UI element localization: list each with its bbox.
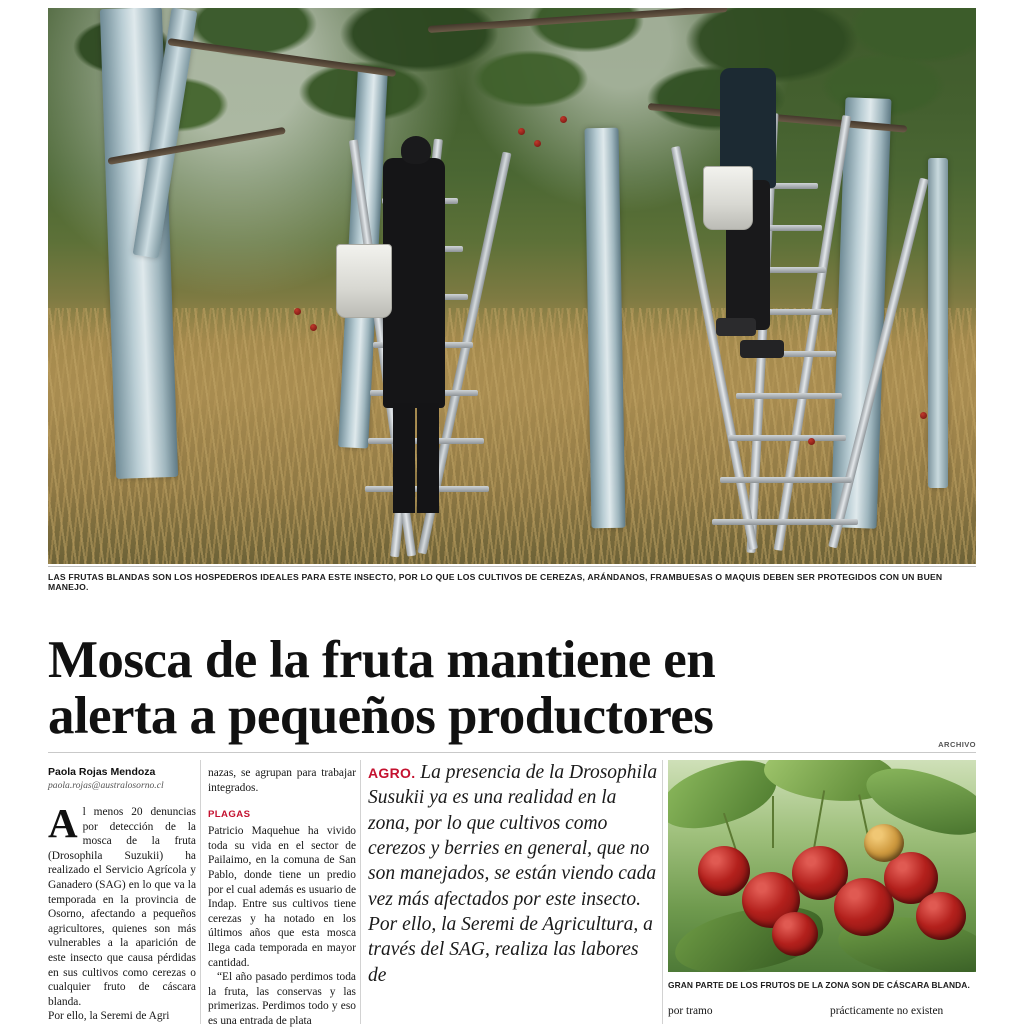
harvest-bucket xyxy=(336,244,392,318)
ladder-rung xyxy=(736,393,842,399)
photo-credit: ARCHIVO xyxy=(938,740,976,749)
cherry-stem xyxy=(813,790,825,849)
article-lede xyxy=(368,760,658,988)
headline-line-1: Mosca de la fruta mantiene en xyxy=(48,630,716,689)
article-paragraph: Por ello, la Seremi de Agri xyxy=(48,1010,170,1023)
cherry xyxy=(920,412,927,419)
cherries-closeup-photo xyxy=(668,760,976,972)
ladder-rung xyxy=(712,519,858,525)
lede-text: La presencia de la Drosophila Susukii ya es una realidad en la zona, por lo que cultivos como cerezos y berries en general, que no son manejados, se están viendo cada vez más afectados por este insecto. Por ello, la Seremi de Agricultura, a través del SAG, realiza las labores de xyxy=(368,762,658,986)
article-paragraph: “El año pasado perdimos toda la fruta, las conservas y las primerizas. Perdimos todo y eso es una entrada de plata xyxy=(208,971,356,1027)
ladder-rail xyxy=(774,115,852,551)
lede-paragraph xyxy=(368,760,658,988)
article-column-1 xyxy=(48,766,196,1024)
ladder-rung xyxy=(720,477,852,483)
column-divider xyxy=(200,760,201,1024)
worker-shoe xyxy=(716,318,756,336)
cherry xyxy=(560,116,567,123)
cherry xyxy=(534,140,541,147)
column-divider xyxy=(662,760,663,1024)
cherry xyxy=(518,128,525,135)
article-column-2 xyxy=(208,766,356,1029)
worker-leg xyxy=(417,403,439,513)
cherry xyxy=(294,308,301,315)
worker-leg xyxy=(393,403,415,513)
headline-line-2: alerta a pequeños productores xyxy=(48,686,714,745)
cherry xyxy=(698,846,750,896)
lede-kicker: AGRO. xyxy=(368,765,416,781)
cherry xyxy=(808,438,815,445)
harvest-bucket xyxy=(703,166,753,230)
cherry xyxy=(772,912,818,956)
byline-email[interactable]: paola.rojas@australosorno.cl xyxy=(48,780,164,791)
article-paragraph: nazas, se agrupan para trabajar integrados. xyxy=(208,767,356,794)
cherry-unripe xyxy=(864,824,904,862)
cherry xyxy=(310,324,317,331)
tree-trunk xyxy=(585,128,626,529)
paragraph-text: l menos 20 denuncias por detección de la mosca de la fruta (Drosophila Suzukii) ha realizado el Servicio Agrícola y Ganadero (SAG) en lo que va la temporada en la provincia de Osorno, afectando a pequeños agricultores, quienes son más vulnerables a la aparición de este insecto que causa pérdidas en sus cultivos como cerezas o cualquier fruto de cáscara blanda. xyxy=(48,806,196,1008)
worker-shoe xyxy=(740,340,784,358)
column-divider xyxy=(360,760,361,1024)
article-paragraph: por tramo xyxy=(668,1005,713,1017)
tree-trunk xyxy=(928,158,948,488)
worker-silhouette xyxy=(383,158,445,408)
cherry-harvest-photo xyxy=(48,8,976,564)
article-column-4 xyxy=(668,740,976,760)
article-paragraph xyxy=(48,800,196,1009)
drop-cap: A xyxy=(48,800,78,846)
article-paragraph: Patricio Maquehue ha vivido toda su vida en el sector de Pailaimo, en la comuna de San Pablo, donde tiene un predio por el cual además es usuario de Indap. Entre sus cultivos tiene cerezas y ha notado en los últimos años que esta mosca llega cada temporada en mayor cantidad. xyxy=(208,825,356,969)
cherry-photo-caption: GRAN PARTE DE LOS FRUTOS DE LA ZONA SON DE CÁSCARA BLANDA. xyxy=(668,980,970,990)
article-column-4-text xyxy=(668,1004,976,1019)
cherry xyxy=(916,892,966,940)
article-paragraph: prácticamente no existen xyxy=(830,1005,944,1017)
ladder-rung xyxy=(728,435,846,441)
photo-caption: LAS FRUTAS BLANDAS SON LOS HOSPEDEROS IDEALES PARA ESTE INSECTO, POR LO QUE LOS CULTIVOS DE CEREZAS, ARÁNDANOS, FRAMBUESAS O MAQUIS DEBEN SER PROTEGIDOS CON UN BUEN MANEJO. xyxy=(48,566,976,592)
byline-author: Paola Rojas Mendoza xyxy=(48,766,156,778)
worker-head xyxy=(401,136,431,164)
section-subhead: PLAGAS xyxy=(208,809,251,821)
cherry-stem xyxy=(772,796,774,848)
page-title xyxy=(48,632,948,744)
